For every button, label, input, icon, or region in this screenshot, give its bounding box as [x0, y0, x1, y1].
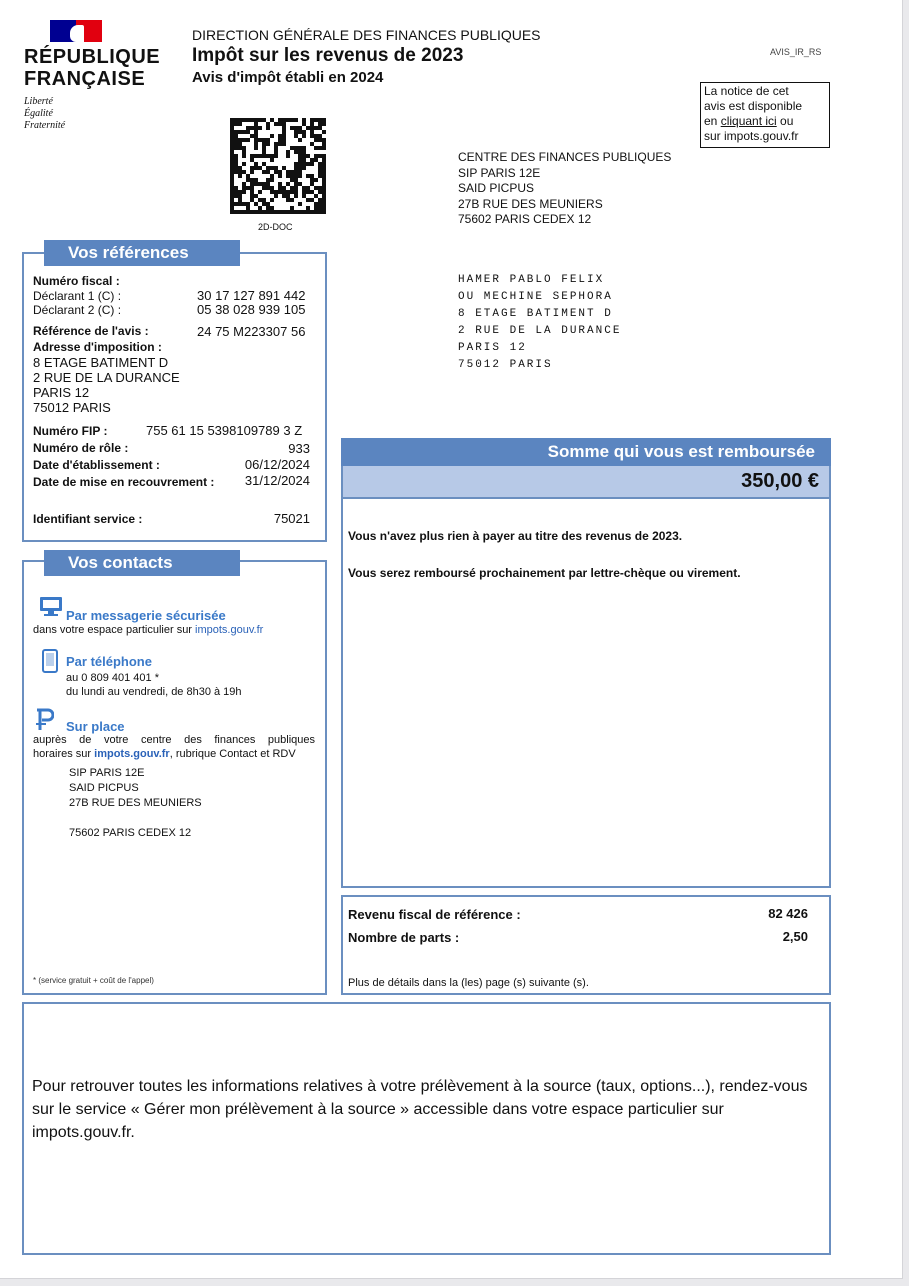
recipient-line: 8 ETAGE BATIMENT D: [458, 308, 613, 320]
parts-value: 2,50: [782, 929, 808, 944]
adresse-line: 2 RUE DE LA DURANCE: [33, 370, 180, 385]
refund-message1: Vous n'avez plus rien à payer au titre des revenus de 2023.: [348, 529, 683, 543]
phone-icon: [42, 649, 58, 673]
declarant1-value: 30 17 127 891 442: [197, 288, 306, 303]
motto-egalite: Égalité: [24, 108, 53, 119]
identifiant-value: 75021: [273, 511, 310, 526]
centre-line: 75602 PARIS CEDEX 12: [458, 212, 592, 226]
place-text1: auprès de votre centre des finances publiques: [33, 734, 315, 746]
notice-link[interactable]: cliquant ici: [720, 114, 777, 128]
recipient-line: PARIS 12: [458, 342, 527, 354]
adresse-line: PARIS 12: [33, 385, 90, 400]
recipient-line: 2 RUE DE LA DURANCE: [458, 325, 622, 337]
adresse-line: 8 ETAGE BATIMENT D: [33, 355, 169, 370]
place-address-line: SAID PICPUS: [69, 782, 139, 794]
direction-label: DIRECTION GÉNÉRALE DES FINANCES PUBLIQUES: [192, 27, 541, 43]
numero-fiscal-label: Numéro fiscal :: [33, 274, 120, 288]
adresse-label: Adresse d'imposition :: [33, 340, 162, 354]
notice-line1: La notice de cet: [704, 84, 789, 98]
republique-line2: FRANÇAISE: [24, 68, 146, 90]
qr-caption: 2D-DOC: [258, 222, 293, 232]
rfr-value: 82 426: [768, 906, 808, 921]
telephone-title: Par téléphone: [66, 654, 152, 669]
centre-line: SAID PICPUS: [458, 181, 535, 195]
reference-value: 24 75 M223307 56: [197, 324, 306, 339]
notice-box: [700, 82, 830, 148]
refund-amount: 350,00 €: [741, 470, 819, 492]
notice-line3: en cliquant ici ou: [704, 114, 794, 128]
adresse-line: 75012 PARIS: [33, 400, 111, 415]
refund-message2: Vous serez remboursé prochainement par lettre-chèque ou virement.: [348, 566, 741, 580]
refund-header-label: Somme qui vous est remboursée: [547, 442, 815, 461]
place-address: [69, 766, 202, 811]
fip-value: 755 61 15 5398109789 3 Z: [146, 423, 303, 438]
role-label: Numéro de rôle :: [33, 441, 129, 455]
messagerie-link[interactable]: impots.gouv.fr: [195, 624, 264, 636]
motto: [24, 96, 65, 132]
centre-address: [458, 150, 671, 228]
recouvrement-value: 31/12/2024: [244, 473, 310, 488]
details-note: Plus de détails dans la (les) page (s) suivante (s).: [348, 977, 589, 989]
document-code: AVIS_IR_RS: [770, 47, 822, 57]
notice-line4: sur impots.gouv.fr: [704, 129, 799, 143]
place-address-line: 27B RUE DES MEUNIERS: [69, 797, 202, 809]
messagerie-text: dans votre espace particulier sur impots.gouv.fr: [33, 624, 264, 636]
telephone-number[interactable]: au 0 809 401 401 *: [66, 672, 159, 684]
computer-icon: [38, 596, 64, 618]
place-text2: horaires sur impots.gouv.fr, rubrique Contact et RDV: [33, 748, 296, 760]
centre-line: 27B RUE DES MEUNIERS: [458, 196, 603, 211]
centre-line: CENTRE DES FINANCES PUBLIQUES: [458, 150, 672, 164]
declarant2-value: 05 38 028 939 105: [197, 302, 306, 317]
recipient-address: [458, 272, 621, 374]
adresse-lines: [33, 355, 180, 415]
reference-label: Référence de l'avis :: [33, 324, 149, 338]
recouvrement-label: Date de mise en recouvrement :: [33, 475, 215, 489]
parts-label: Nombre de parts :: [348, 930, 460, 945]
references-tab: Vos références: [44, 240, 240, 266]
2d-doc-code: [230, 118, 326, 214]
footer-note: Pour retrouver toutes les informations relatives à votre prélèvement à la source (taux, options...), rendez-vous sur le service « Gérer mon prélèvement à la source » accessible dans votre espace particulier sur impots.gouv.fr.: [32, 1078, 808, 1141]
contacts-tab: Vos contacts: [44, 550, 240, 576]
declarant1-label: Déclarant 1 (C) :: [33, 289, 122, 303]
fip-label: Numéro FIP :: [33, 424, 108, 438]
messagerie-title: Par messagerie sécurisée: [66, 608, 226, 623]
etablissement-value: 06/12/2024: [244, 457, 310, 472]
role-value: 933: [288, 441, 310, 456]
republique-line1: RÉPUBLIQUE: [24, 46, 161, 68]
centre-line: SIP PARIS 12E: [458, 165, 541, 180]
refund-header: [341, 438, 831, 466]
motto-liberte: Liberté: [24, 96, 53, 107]
recipient-line: HAMER PABLO FELIX: [458, 274, 605, 286]
page-subtitle: Avis d'impôt établi en 2024: [192, 69, 384, 86]
flag-icon: [50, 20, 102, 42]
page-title: Impôt sur les revenus de 2023: [192, 45, 464, 66]
place-address-line: SIP PARIS 12E: [69, 767, 145, 779]
etablissement-label: Date d'établissement :: [33, 458, 160, 472]
location-icon: [34, 708, 54, 732]
rfr-label: Revenu fiscal de référence :: [348, 907, 521, 922]
recipient-line: OU MECHINE SEPHORA: [458, 291, 613, 303]
place-link[interactable]: impots.gouv.fr: [94, 748, 170, 760]
contacts-footnote: * (service gratuit + coût de l'appel): [33, 976, 154, 985]
place-city: 75602 PARIS CEDEX 12: [69, 827, 192, 839]
identifiant-label: Identifiant service :: [33, 512, 143, 526]
declarant2-label: Déclarant 2 (C) :: [33, 303, 122, 317]
refund-message-box: [341, 497, 831, 888]
place-title: Sur place: [66, 719, 125, 734]
recipient-line: 75012 PARIS: [458, 359, 553, 371]
notice-line2: avis est disponible: [704, 99, 803, 113]
telephone-hours: du lundi au vendredi, de 8h30 à 19h: [66, 686, 242, 698]
refund-amount-bar: [341, 466, 831, 499]
motto-fraternite: Fraternité: [24, 120, 66, 131]
